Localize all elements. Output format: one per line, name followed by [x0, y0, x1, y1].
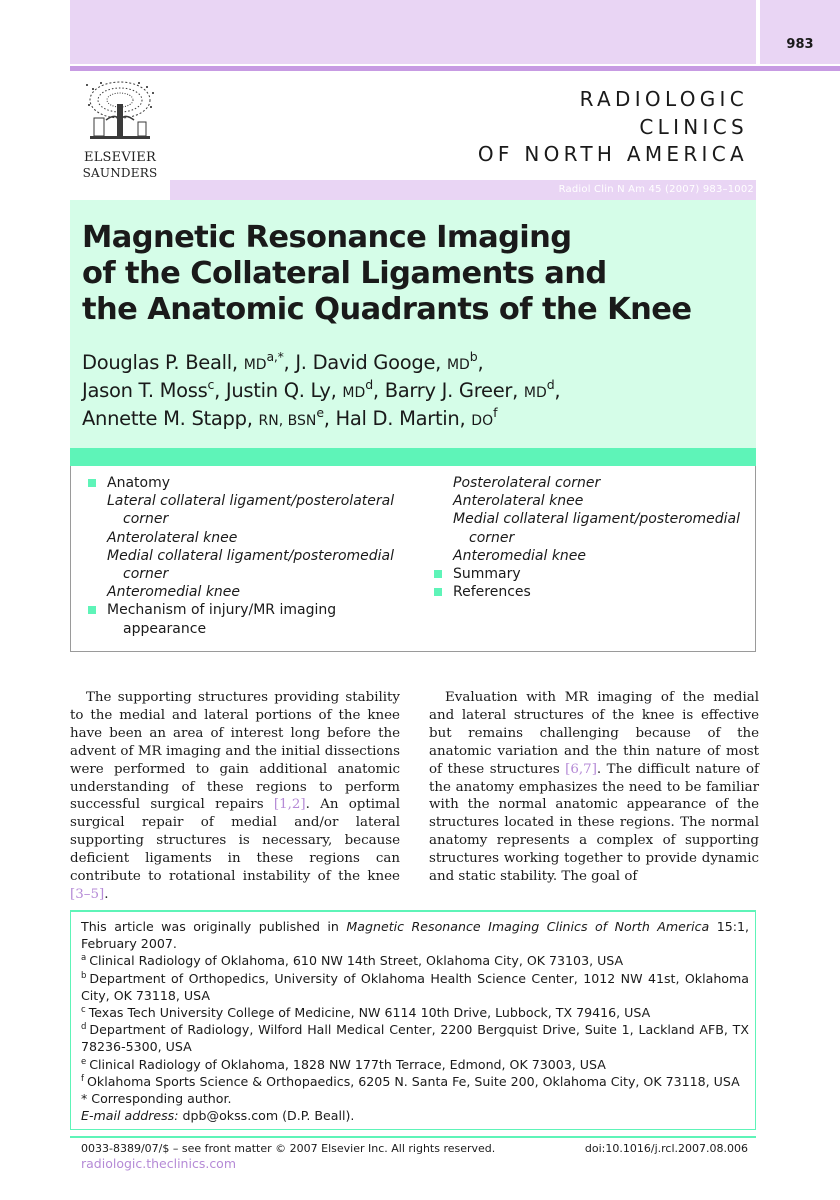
- corresponding-author: * Corresponding author.: [81, 1091, 232, 1107]
- outline-subitem[interactable]: [434, 492, 754, 510]
- author-separator: ,: [372, 379, 385, 402]
- header-band: [70, 0, 756, 64]
- author-degree: DO: [471, 413, 494, 429]
- journal-title-line: CLINICS: [639, 114, 748, 139]
- doi[interactable]: doi:10.1016/j.rcl.2007.08.006: [584, 1142, 748, 1155]
- author-separator: ,: [477, 351, 484, 374]
- outline-subitem[interactable]: [434, 547, 754, 565]
- author-name: Justin Q. Ly,: [225, 379, 343, 402]
- outline-column-right: [434, 474, 754, 601]
- affiliation: [81, 952, 749, 969]
- affiliation-text: Department of Radiology, Wilford Hall Medical Center, 2200 Bergquist Drive, Suite 1, Lackland AFB, TX 78236-5300, USA: [81, 1022, 749, 1055]
- outline-subitem-label: corner: [469, 529, 515, 546]
- citation-link[interactable]: [3–5]: [70, 886, 105, 902]
- body-column-right: [429, 689, 759, 886]
- footer-rule: [70, 1136, 756, 1138]
- author-affiliation-mark: c: [207, 377, 215, 392]
- outline-item-label: appearance: [123, 620, 207, 637]
- affiliation-text: Department of Orthopedics, University of Oklahoma Health Science Center, 1012 NW 41st, Oklahoma City, OK 73118, USA: [81, 970, 749, 1003]
- journal-title-line: OF NORTH AMERICA: [477, 142, 748, 166]
- author-name: J. David Googe,: [295, 351, 447, 374]
- publication-note-journal: Magnetic Resonance Imaging Clinics of North America: [346, 919, 710, 934]
- outline-subitem-label: corner: [123, 566, 169, 583]
- outline-subitem[interactable]: [88, 529, 418, 547]
- journal-title-line: RADIOLOGIC: [579, 87, 748, 111]
- citation: Radiol Clin N Am 45 (2007) 983–1002: [558, 184, 754, 195]
- author-affiliation-mark: d: [365, 377, 373, 392]
- article-title-line: the Anatomic Quadrants of the Knee: [82, 292, 692, 327]
- author-affiliation-mark: f: [493, 405, 498, 420]
- header-rule: [70, 66, 840, 71]
- affiliation-key: c: [81, 1005, 86, 1016]
- outline-subitem-label: Anteromedial knee: [107, 584, 241, 601]
- page-number: 983: [786, 37, 814, 52]
- outline-item[interactable]: [434, 565, 754, 583]
- body-text: Evaluation with MR imaging of the medial and lateral structures of the knee is effective but remains challenging because of the anatomic variation and the thin nature of most of these structures: [429, 690, 759, 777]
- body-column-left: [70, 689, 400, 904]
- affiliation: [81, 970, 749, 1004]
- author-name: Barry J. Greer,: [384, 379, 524, 402]
- author-degree: MD: [446, 357, 470, 373]
- outline-subitem-label: Lateral collateral ligament/posterolateral: [107, 493, 395, 510]
- publisher-logo: [76, 78, 164, 182]
- outline-subitem[interactable]: [88, 492, 418, 528]
- publisher-name-line1: ELSEVIER: [84, 150, 156, 165]
- author-name: Annette M. Stapp,: [82, 407, 259, 430]
- outline-subitem-label: Posterolateral corner: [453, 475, 601, 491]
- affiliation-text: Clinical Radiology of Oklahoma, 610 NW 14th Street, Oklahoma City, OK 73103, USA: [89, 953, 624, 969]
- outline-subitem-label: Anteromedial knee: [453, 547, 587, 564]
- elsevier-tree-logo-icon: [76, 78, 164, 150]
- outline-subitem-label: Anterolateral knee: [453, 493, 584, 510]
- body-paragraph: [429, 689, 759, 886]
- author-name: Hal D. Martin,: [335, 407, 472, 430]
- body-paragraph: [70, 689, 400, 904]
- journal-title: [478, 86, 748, 169]
- author-line: [82, 350, 762, 378]
- author-separator: ,: [554, 379, 561, 402]
- outline-subitem-label: corner: [123, 511, 169, 528]
- affiliation-key: d: [81, 1022, 87, 1033]
- square-bullet-icon: [434, 588, 442, 596]
- outline-subitem[interactable]: [88, 547, 418, 583]
- publisher-name-line2: SAUNDERS: [82, 166, 158, 180]
- outline-subitem[interactable]: [88, 583, 418, 601]
- affiliation: [81, 1004, 749, 1021]
- affiliation-text: Oklahoma Sports Science & Orthopaedics, 6205 N. Santa Fe, Suite 200, Oklahoma City, OK 73118, USA: [87, 1073, 740, 1089]
- affiliation: [81, 1056, 749, 1073]
- author-name: Jason T. Moss: [82, 379, 208, 402]
- page-number-box: [760, 0, 840, 64]
- publication-note: [81, 918, 749, 952]
- outline-item-label: Mechanism of injury/MR imaging: [107, 602, 337, 619]
- outline-subitem-label: Medial collateral ligament/posteromedial: [453, 511, 741, 528]
- outline-item[interactable]: [88, 474, 418, 492]
- author-name: Douglas P. Beall,: [82, 351, 244, 374]
- author-degree: MD: [523, 385, 547, 401]
- outline-item[interactable]: [88, 601, 418, 637]
- outline-item-label: Anatomy: [107, 475, 171, 491]
- author-line: [82, 378, 762, 406]
- footnotes: [81, 918, 749, 1124]
- square-bullet-icon: [88, 606, 96, 614]
- email-address[interactable]: dpb@okss.com (D.P. Beall).: [178, 1108, 355, 1124]
- article-title-line: Magnetic Resonance Imaging: [82, 220, 572, 255]
- issn-line: 0033-8389/07/$ – see front matter © 2007 Elsevier Inc. All rights reserved.: [81, 1142, 496, 1155]
- outline-item[interactable]: [434, 583, 754, 601]
- author-list: [82, 350, 762, 434]
- body-text: . The difficult nature of the anatomy emphasizes the need to be familiar with the normal anatomic appearance of the structures located in these regions. The normal anatomy represents a complex of supporting structures working together to provide dynamic and static stability. The goal of: [429, 761, 759, 885]
- outline-subitem[interactable]: [434, 510, 754, 546]
- email-label: E-mail address:: [81, 1108, 179, 1124]
- square-bullet-icon: [88, 479, 96, 487]
- body-text: The supporting structures providing stability to the medial and lateral portions of the knee have been an area of interest long before the advent of MR imaging and the initial dissections were performed to gain additional anatomic understanding of these regions to perform successful surgical repairs: [70, 690, 400, 813]
- body-text: . An optimal surgical repair of medial and/or lateral supporting structures is necessary, because deficient ligaments in these regions can contribute to rotational instability of the knee: [70, 797, 401, 885]
- outline-subitem[interactable]: [434, 474, 754, 492]
- citation-link[interactable]: [6,7]: [565, 761, 597, 777]
- author-affiliation-mark: e: [316, 405, 324, 420]
- affiliation-key: f: [81, 1073, 84, 1084]
- outline-rule: [70, 448, 756, 466]
- affiliation: [81, 1021, 749, 1055]
- outline-subitem-label: Anterolateral knee: [107, 529, 238, 546]
- website-link[interactable]: radiologic.theclinics.com: [81, 1156, 237, 1171]
- outline-subitem-label: Medial collateral ligament/posteromedial: [107, 547, 395, 564]
- author-separator: ,: [323, 407, 336, 430]
- outline-item-label: Summary: [453, 566, 521, 583]
- email-line: [81, 1107, 749, 1124]
- citation-link[interactable]: [1,2]: [273, 797, 306, 813]
- outline-item-label: References: [453, 584, 531, 601]
- affiliation-key: a: [81, 953, 87, 964]
- author-degree: MD: [243, 357, 267, 373]
- outline-column-left: [88, 474, 418, 638]
- body-text: .: [104, 886, 109, 902]
- author-affiliation-mark: a,*: [266, 349, 284, 364]
- affiliation-key: e: [81, 1056, 87, 1067]
- article-title: [82, 220, 762, 328]
- article-title-line: of the Collateral Ligaments and: [82, 256, 607, 291]
- publication-note-text: 15:1, February 2007.: [81, 919, 749, 952]
- publication-note-text: This article was originally published in: [81, 919, 347, 934]
- author-affiliation-mark: d: [546, 377, 555, 392]
- author-degree: RN, BSN: [258, 413, 317, 429]
- author-affiliation-mark: b: [469, 349, 478, 364]
- affiliation: [81, 1073, 749, 1090]
- author-degree: MD: [342, 385, 366, 401]
- affiliation-text: Texas Tech University College of Medicine, NW 6114 10th Drive, Lubbock, TX 79416, USA: [88, 1005, 651, 1021]
- author-line: [82, 406, 762, 434]
- author-separator: ,: [214, 379, 226, 402]
- author-separator: ,: [283, 351, 296, 374]
- affiliation-key: b: [81, 970, 87, 981]
- affiliation-text: Clinical Radiology of Oklahoma, 1828 NW 177th Terrace, Edmond, OK 73003, USA: [89, 1056, 606, 1072]
- square-bullet-icon: [434, 570, 442, 578]
